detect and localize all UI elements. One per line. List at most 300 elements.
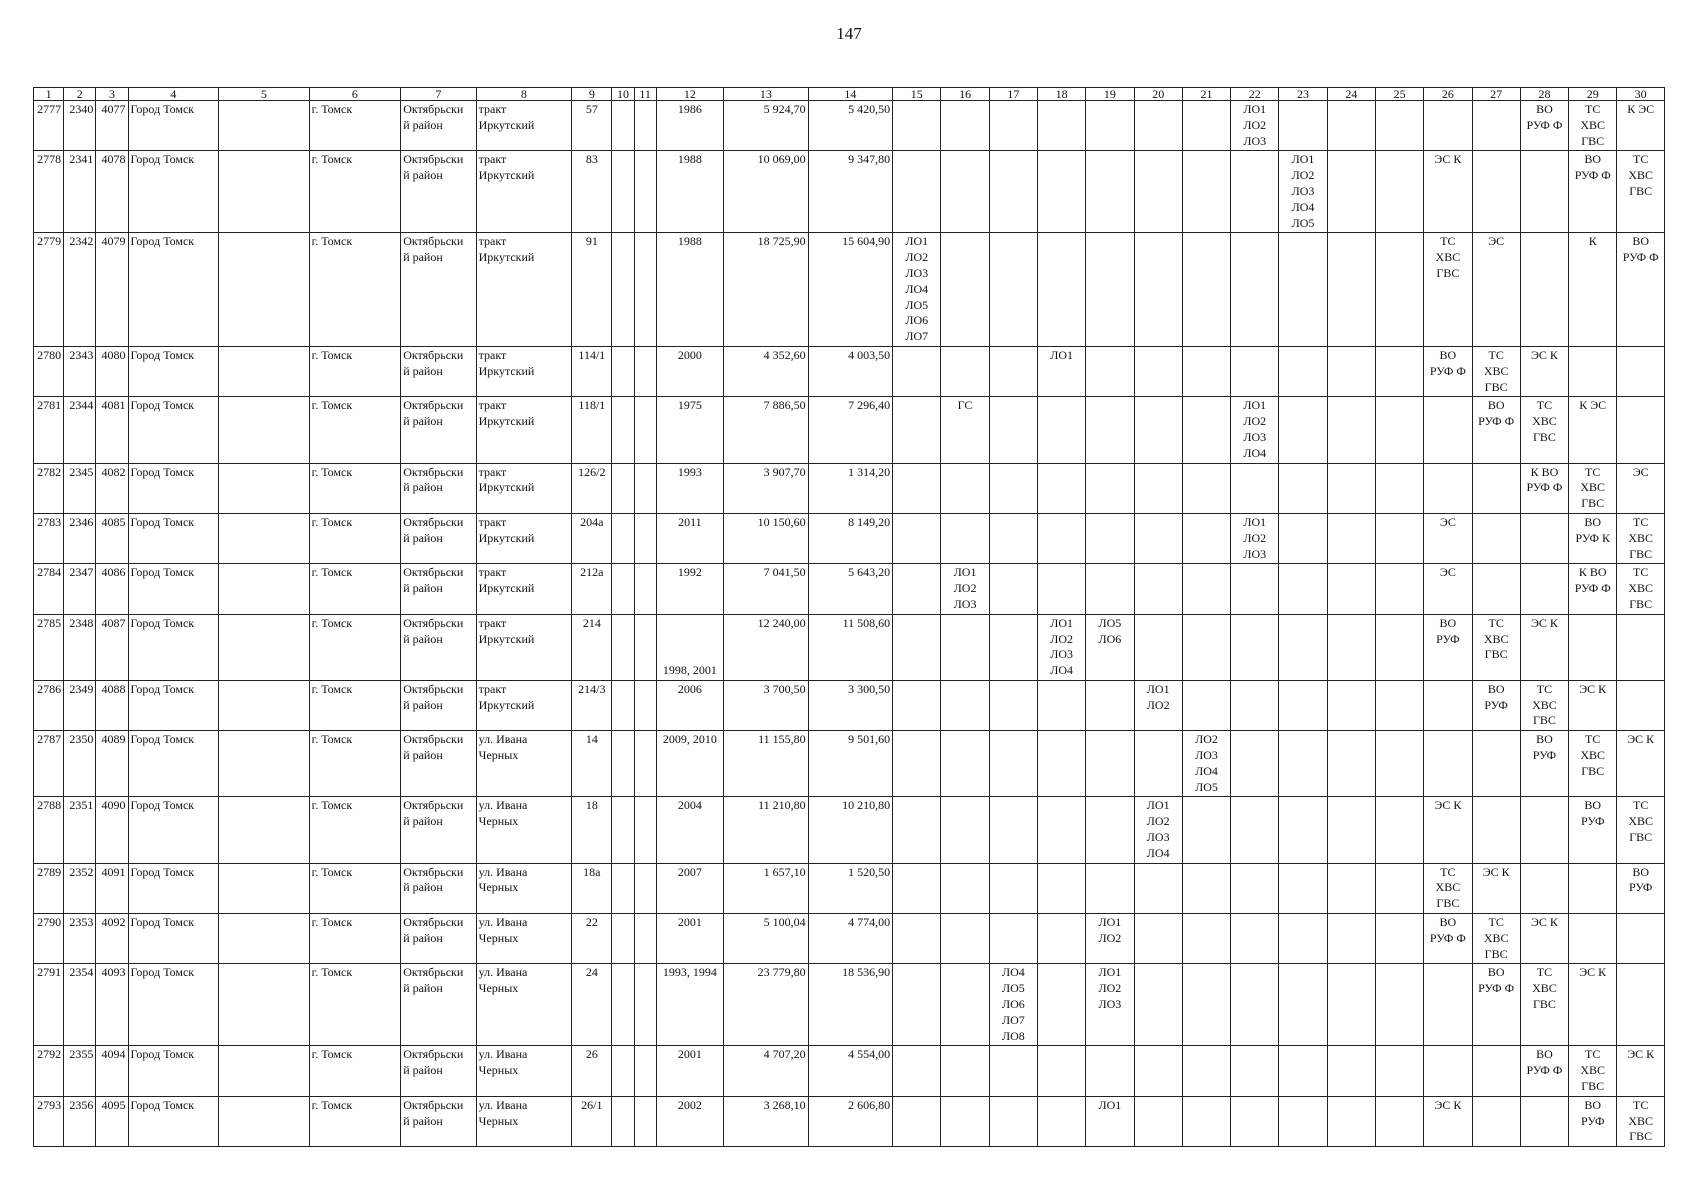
column-header-9: 9 [572, 88, 612, 101]
cell-col-2 [64, 797, 96, 863]
cell-col-10 [612, 101, 634, 151]
cell-text: 57 [585, 102, 598, 116]
page-number: 147 [836, 24, 862, 43]
cell-col-2 [64, 731, 96, 797]
cell-text: г. Томск [311, 965, 353, 980]
cell-col-7 [401, 1046, 476, 1096]
cell-text: ЭС К [1627, 732, 1655, 747]
cell-text: 11 155,80 [758, 732, 806, 747]
cell-col-9 [572, 797, 612, 863]
cell-col-13 [724, 463, 809, 513]
cell-text: 4 352,60 [763, 347, 806, 362]
column-header-25: 25 [1375, 88, 1423, 101]
cell-text: 11 508,60 [842, 615, 891, 630]
cell-col-30 [1617, 101, 1665, 151]
cell-col-22 [1231, 233, 1279, 347]
cell-col-5 [219, 914, 310, 964]
cell-col-29 [1569, 346, 1617, 396]
cell-col-25 [1375, 797, 1423, 863]
cell-col-19 [1086, 1046, 1134, 1096]
cell-col-16 [941, 151, 989, 233]
cell-text: ВО РУФ Ф [1574, 152, 1611, 183]
cell-col-20 [1134, 863, 1182, 913]
cell-col-28 [1520, 1046, 1568, 1096]
cell-col-4 [128, 964, 219, 1046]
cell-col-14 [808, 513, 893, 563]
cell-col-8 [476, 233, 572, 347]
cell-col-22 [1231, 797, 1279, 863]
cell-col-20 [1134, 680, 1182, 730]
cell-col-29 [1569, 680, 1617, 730]
cell-text: ул. Ивана Черных [478, 864, 528, 895]
cell-col-8 [476, 463, 572, 513]
cell-col-11 [634, 1096, 656, 1146]
cell-col-23 [1279, 101, 1327, 151]
cell-col-7 [401, 680, 476, 730]
cell-col-9 [572, 731, 612, 797]
cell-col-20 [1134, 151, 1182, 233]
cell-text: 4089 [101, 732, 126, 747]
column-header-4: 4 [128, 88, 219, 101]
cell-text: ЛО1 ЛО2 ЛО3 [953, 565, 977, 611]
cell-text: 3 907,70 [763, 464, 806, 479]
cell-text: 5 643,20 [848, 565, 891, 580]
table-row [34, 513, 1665, 563]
cell-col-23 [1279, 797, 1327, 863]
cell-col-26 [1424, 101, 1472, 151]
cell-col-5 [219, 731, 310, 797]
cell-col-19 [1086, 346, 1134, 396]
cell-col-22 [1231, 914, 1279, 964]
cell-text: ЭС [1488, 234, 1505, 249]
cell-col-1 [34, 1046, 64, 1096]
cell-col-8 [476, 151, 572, 233]
column-header-30: 30 [1617, 88, 1665, 101]
cell-col-19 [1086, 151, 1134, 233]
cell-col-10 [612, 346, 634, 396]
cell-col-5 [219, 397, 310, 463]
cell-text: г. Томск [311, 1097, 353, 1112]
cell-col-30 [1617, 731, 1665, 797]
cell-col-20 [1134, 346, 1182, 396]
cell-col-24 [1327, 1096, 1375, 1146]
cell-text: 9 501,60 [848, 732, 891, 747]
cell-col-9 [572, 151, 612, 233]
cell-col-18 [1037, 614, 1085, 680]
cell-col-23 [1279, 914, 1327, 964]
cell-text: ВО РУФ Ф [1622, 234, 1659, 265]
cell-col-21 [1182, 564, 1230, 614]
cell-text: 4088 [101, 681, 126, 696]
cell-text: ВО РУФ Ф [1526, 1047, 1563, 1078]
cell-col-13 [724, 914, 809, 964]
cell-col-17 [989, 797, 1037, 863]
cell-text: тракт Иркутский [478, 615, 535, 646]
cell-col-17 [989, 513, 1037, 563]
cell-col-13 [724, 101, 809, 151]
cell-col-12 [656, 731, 723, 797]
cell-col-3 [96, 863, 128, 913]
cell-col-4 [128, 1046, 219, 1096]
cell-text: ЭС [1439, 514, 1456, 529]
cell-col-12 [656, 564, 723, 614]
cell-col-10 [612, 863, 634, 913]
cell-col-21 [1182, 346, 1230, 396]
cell-col-21 [1182, 463, 1230, 513]
cell-col-1 [34, 397, 64, 463]
cell-col-14 [808, 564, 893, 614]
cell-col-16 [941, 614, 989, 680]
cell-text: ЛО1 ЛО2 ЛО3 [1098, 965, 1122, 1012]
cell-text: 2351 [69, 798, 94, 813]
cell-col-13 [724, 731, 809, 797]
cell-col-2 [64, 564, 96, 614]
cell-col-10 [612, 614, 634, 680]
cell-col-28 [1520, 564, 1568, 614]
cell-text: 1 657,10 [763, 864, 806, 879]
cell-col-12 [656, 797, 723, 863]
cell-col-16 [941, 680, 989, 730]
column-header-24: 24 [1327, 88, 1375, 101]
cell-col-24 [1327, 151, 1375, 233]
cell-col-2 [64, 513, 96, 563]
cell-col-9 [572, 233, 612, 347]
cell-col-11 [634, 513, 656, 563]
cell-col-14 [808, 151, 893, 233]
cell-col-24 [1327, 680, 1375, 730]
cell-col-1 [34, 346, 64, 396]
cell-text: ЭС К [1579, 965, 1607, 980]
cell-text: ЭС К [1434, 1097, 1462, 1112]
cell-col-16 [941, 564, 989, 614]
cell-text: 10 069,00 [757, 152, 806, 167]
cell-col-29 [1569, 914, 1617, 964]
table-row [34, 680, 1665, 730]
cell-text: 4077 [101, 102, 126, 116]
cell-col-4 [128, 614, 219, 680]
cell-col-11 [634, 797, 656, 863]
cell-col-9 [572, 564, 612, 614]
cell-col-23 [1279, 346, 1327, 396]
cell-col-9 [572, 614, 612, 680]
cell-text: ул. Ивана Черных [478, 1097, 528, 1128]
cell-col-9 [572, 863, 612, 913]
cell-col-16 [941, 463, 989, 513]
cell-col-17 [989, 680, 1037, 730]
cell-col-3 [96, 101, 128, 151]
cell-col-1 [34, 513, 64, 563]
cell-col-9 [572, 914, 612, 964]
cell-col-11 [634, 151, 656, 233]
cell-col-1 [34, 101, 64, 151]
cell-text: ЭС К [1579, 681, 1607, 696]
cell-text: 4094 [101, 1047, 126, 1062]
cell-text: 2779 [37, 234, 62, 249]
cell-text: 4 003,50 [848, 347, 891, 362]
cell-col-6 [309, 914, 401, 964]
cell-col-23 [1279, 513, 1327, 563]
cell-col-26 [1424, 797, 1472, 863]
cell-col-12 [656, 346, 723, 396]
cell-col-1 [34, 564, 64, 614]
column-header-28: 28 [1520, 88, 1568, 101]
cell-text: ЭС К [1530, 347, 1558, 362]
cell-text: ул. Ивана Черных [478, 732, 528, 763]
cell-col-8 [476, 863, 572, 913]
cell-text: г. Томск [311, 398, 353, 413]
cell-col-9 [572, 463, 612, 513]
cell-col-21 [1182, 614, 1230, 680]
cell-text: 2787 [37, 732, 62, 747]
cell-text: 3 300,50 [848, 681, 891, 696]
cell-col-10 [612, 964, 634, 1046]
cell-col-1 [34, 731, 64, 797]
cell-col-17 [989, 614, 1037, 680]
cell-col-8 [476, 564, 572, 614]
cell-col-13 [724, 680, 809, 730]
cell-col-6 [309, 346, 401, 396]
cell-col-26 [1424, 513, 1472, 563]
cell-text: ТС ХВС ГВС [1532, 398, 1557, 444]
cell-col-8 [476, 964, 572, 1046]
cell-col-25 [1375, 863, 1423, 913]
cell-col-26 [1424, 731, 1472, 797]
cell-col-28 [1520, 151, 1568, 233]
cell-text: 7 296,40 [848, 398, 891, 413]
cell-col-23 [1279, 1046, 1327, 1096]
cell-col-25 [1375, 346, 1423, 396]
cell-col-20 [1134, 614, 1182, 680]
cell-col-3 [96, 564, 128, 614]
column-header-19: 19 [1086, 88, 1134, 101]
cell-text: 4078 [101, 152, 126, 167]
cell-col-26 [1424, 863, 1472, 913]
cell-col-29 [1569, 964, 1617, 1046]
cell-col-11 [634, 914, 656, 964]
cell-text: 10 210,80 [842, 798, 891, 813]
cell-text: г. Томск [311, 514, 353, 529]
cell-col-23 [1279, 151, 1327, 233]
cell-col-28 [1520, 397, 1568, 463]
cell-text: Октябрьски й район [403, 965, 464, 996]
cell-col-28 [1520, 680, 1568, 730]
cell-col-12 [656, 513, 723, 563]
cell-col-18 [1037, 964, 1085, 1046]
cell-col-6 [309, 397, 401, 463]
cell-col-10 [612, 680, 634, 730]
cell-col-20 [1134, 964, 1182, 1046]
cell-col-10 [612, 1046, 634, 1096]
cell-col-10 [612, 564, 634, 614]
column-header-23: 23 [1279, 88, 1327, 101]
cell-col-12 [656, 614, 723, 680]
cell-text: ЛО1 ЛО2 ЛО3 [1243, 102, 1267, 148]
cell-col-2 [64, 914, 96, 964]
cell-text: 9 347,80 [848, 152, 891, 167]
cell-text: 26/1 [581, 1097, 603, 1112]
cell-col-10 [612, 151, 634, 233]
cell-col-6 [309, 680, 401, 730]
cell-text: ЭС К [1530, 615, 1558, 630]
cell-text: 4086 [101, 565, 126, 580]
cell-col-16 [941, 513, 989, 563]
cell-text: Город Томск [130, 615, 195, 630]
cell-col-8 [476, 797, 572, 863]
cell-col-16 [941, 397, 989, 463]
cell-col-8 [476, 914, 572, 964]
cell-text: 2786 [37, 681, 62, 696]
cell-col-25 [1375, 463, 1423, 513]
cell-text: 2007 [677, 864, 702, 879]
cell-col-24 [1327, 863, 1375, 913]
cell-text: 4095 [101, 1097, 126, 1112]
cell-col-27 [1472, 614, 1520, 680]
cell-col-29 [1569, 731, 1617, 797]
cell-col-2 [64, 101, 96, 151]
cell-text: 26 [585, 1047, 598, 1062]
cell-col-20 [1134, 1046, 1182, 1096]
cell-col-21 [1182, 101, 1230, 151]
cell-col-19 [1086, 614, 1134, 680]
cell-col-25 [1375, 151, 1423, 233]
cell-text: 91 [585, 234, 598, 249]
cell-col-3 [96, 233, 128, 347]
cell-col-12 [656, 1096, 723, 1146]
cell-text: ЭС [1632, 464, 1649, 479]
cell-col-25 [1375, 1046, 1423, 1096]
column-header-21: 21 [1182, 88, 1230, 101]
cell-text: 1993 [677, 464, 702, 479]
cell-col-14 [808, 863, 893, 913]
cell-col-6 [309, 233, 401, 347]
cell-text: Город Томск [130, 464, 195, 479]
cell-col-19 [1086, 233, 1134, 347]
cell-col-26 [1424, 614, 1472, 680]
cell-text: Октябрьски й район [403, 565, 464, 596]
cell-text: ЛО5 ЛО6 [1098, 615, 1122, 646]
cell-text: 204а [580, 514, 604, 529]
cell-text: г. Томск [311, 681, 353, 696]
cell-col-12 [656, 101, 723, 151]
cell-col-27 [1472, 346, 1520, 396]
cell-col-3 [96, 346, 128, 396]
table-row [34, 1046, 1665, 1096]
cell-col-21 [1182, 914, 1230, 964]
cell-text: 2341 [69, 152, 94, 167]
table-row [34, 964, 1665, 1046]
cell-col-27 [1472, 513, 1520, 563]
cell-col-15 [893, 346, 941, 396]
cell-col-17 [989, 346, 1037, 396]
cell-col-27 [1472, 101, 1520, 151]
cell-col-17 [989, 914, 1037, 964]
cell-col-5 [219, 564, 310, 614]
cell-col-23 [1279, 233, 1327, 347]
cell-col-20 [1134, 731, 1182, 797]
cell-text: 83 [585, 152, 598, 167]
cell-text: ЭС К [1434, 798, 1462, 813]
cell-col-4 [128, 731, 219, 797]
cell-col-26 [1424, 1096, 1472, 1146]
cell-col-28 [1520, 964, 1568, 1046]
cell-col-1 [34, 680, 64, 730]
cell-text: 5 100,04 [763, 915, 806, 930]
table-row [34, 397, 1665, 463]
cell-text: 214 [582, 615, 601, 630]
cell-text: 2009, 2010 [662, 732, 717, 747]
cell-text: Город Томск [130, 681, 195, 696]
cell-col-3 [96, 731, 128, 797]
cell-col-22 [1231, 680, 1279, 730]
cell-col-19 [1086, 680, 1134, 730]
cell-col-9 [572, 680, 612, 730]
cell-col-14 [808, 964, 893, 1046]
cell-col-14 [808, 233, 893, 347]
cell-col-27 [1472, 564, 1520, 614]
cell-col-21 [1182, 1046, 1230, 1096]
cell-text: Город Томск [130, 347, 195, 362]
cell-col-4 [128, 101, 219, 151]
cell-text: ЛО1 ЛО2 [1146, 681, 1170, 712]
cell-text: г. Томск [311, 798, 353, 813]
cell-col-15 [893, 101, 941, 151]
cell-text: ЭС К [1627, 1047, 1655, 1062]
cell-col-15 [893, 1046, 941, 1096]
column-header-18: 18 [1037, 88, 1085, 101]
cell-col-27 [1472, 680, 1520, 730]
cell-col-11 [634, 863, 656, 913]
cell-col-12 [656, 397, 723, 463]
cell-col-24 [1327, 101, 1375, 151]
cell-col-4 [128, 346, 219, 396]
cell-col-18 [1037, 463, 1085, 513]
cell-col-30 [1617, 614, 1665, 680]
cell-col-6 [309, 101, 401, 151]
table-row [34, 914, 1665, 964]
column-header-15: 15 [893, 88, 941, 101]
cell-col-14 [808, 1096, 893, 1146]
cell-col-5 [219, 1046, 310, 1096]
table-row [34, 151, 1665, 233]
cell-col-7 [401, 964, 476, 1046]
cell-text: Октябрьски й район [403, 864, 464, 895]
cell-text: ВО РУФ [1580, 798, 1605, 829]
cell-text: тракт Иркутский [478, 347, 535, 378]
cell-text: ВО РУФ [1532, 732, 1557, 763]
cell-text: 2340 [69, 102, 94, 116]
cell-col-11 [634, 731, 656, 797]
cell-col-2 [64, 1046, 96, 1096]
cell-col-3 [96, 914, 128, 964]
cell-text: 2785 [37, 615, 62, 630]
cell-col-9 [572, 397, 612, 463]
cell-text: 214/3 [578, 681, 606, 696]
cell-col-15 [893, 964, 941, 1046]
cell-col-12 [656, 1046, 723, 1096]
cell-col-16 [941, 233, 989, 347]
cell-text: ЭС К [1482, 864, 1510, 879]
cell-col-21 [1182, 233, 1230, 347]
cell-col-4 [128, 564, 219, 614]
cell-col-2 [64, 463, 96, 513]
cell-text: 4092 [101, 915, 126, 930]
cell-text: ЭС К [1530, 915, 1558, 930]
cell-text: ТС ХВС ГВС [1483, 615, 1509, 662]
cell-col-1 [34, 914, 64, 964]
cell-text: 1 314,20 [848, 464, 891, 479]
cell-text: 212а [580, 565, 604, 580]
cell-col-11 [634, 680, 656, 730]
